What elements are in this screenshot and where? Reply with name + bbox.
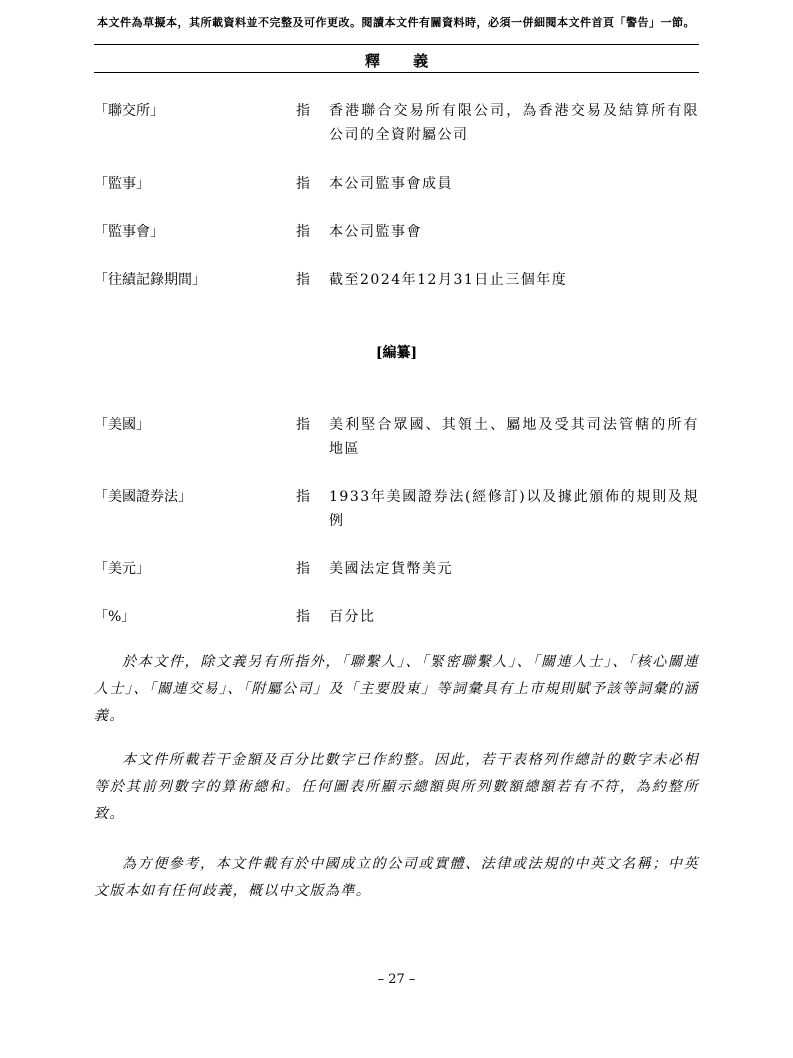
definition-term: 「監事」 (94, 176, 150, 192)
draft-warning-header: 本文件為草擬本，其所載資料並不完整及可作更改。閱讀本文件有關資料時，必須一併細閱本文件首頁「警告」一節。 (97, 16, 695, 29)
definition-refers: 指 (296, 489, 310, 505)
definition-term: 「美國」 (94, 417, 150, 433)
definition-meaning: 百分比 (329, 609, 376, 625)
definition-meaning: 本公司監事會成員 (329, 176, 453, 192)
definition-refers: 指 (296, 103, 310, 119)
page-number: – 27 – (377, 972, 416, 987)
definition-meaning: 美國法定貨幣美元 (329, 561, 453, 577)
definition-meaning: 截至2024年12月31日止三個年度 (329, 272, 568, 288)
definition-refers: 指 (296, 561, 310, 577)
definition-refers: 指 (296, 272, 310, 288)
definition-refers: 指 (296, 609, 310, 625)
definition-meaning: 香港聯合交易所有限公司，為香港交易及結算所有限公司的全資附屬公司 (329, 103, 699, 143)
definition-term: 「%」 (94, 609, 136, 625)
definition-refers: 指 (296, 417, 310, 433)
definition-term: 「美國證券法」 (94, 489, 192, 505)
definition-term: 「美元」 (94, 561, 150, 577)
redacted-label: [編纂] (375, 345, 418, 361)
definition-meaning: 1933年美國證券法(經修訂)以及據此頒佈的規則及規例 (329, 489, 699, 529)
body-paragraph: 本文件所載若干金額及百分比數字已作約整。因此，若干表格列作總計的數字未必相等於其前列數字的算術總和。任何圖表所顯示總額與所列數額總額若有不符，為約整所致。 (94, 752, 699, 822)
definition-meaning: 本公司監事會 (329, 224, 422, 240)
body-paragraph: 為方便參考，本文件載有於中國成立的公司或實體、法律或法規的中英文名稱；中英文版本如有任何歧義，概以中文版為準。 (94, 856, 699, 899)
definition-term: 「監事會」 (94, 224, 164, 240)
definition-refers: 指 (296, 224, 310, 240)
definition-term: 「往績記錄期間」 (94, 272, 206, 288)
header-bottom-rule (94, 72, 699, 73)
body-paragraph: 於本文件，除文義另有所指外，「聯繫人」、「緊密聯繫人」、「關連人士」、「核心關連人士」、「關連交易」、「附屬公司」及「主要股東」等詞彙具有上市規則賦予該等詞彙的涵義。 (94, 654, 699, 724)
definition-term: 「聯交所」 (94, 103, 164, 119)
header-top-rule (94, 44, 699, 45)
definition-refers: 指 (296, 176, 310, 192)
definition-meaning: 美利堅合眾國、其領土、屬地及受其司法管轄的所有地區 (329, 417, 699, 457)
page-title: 釋 義 (364, 52, 443, 70)
